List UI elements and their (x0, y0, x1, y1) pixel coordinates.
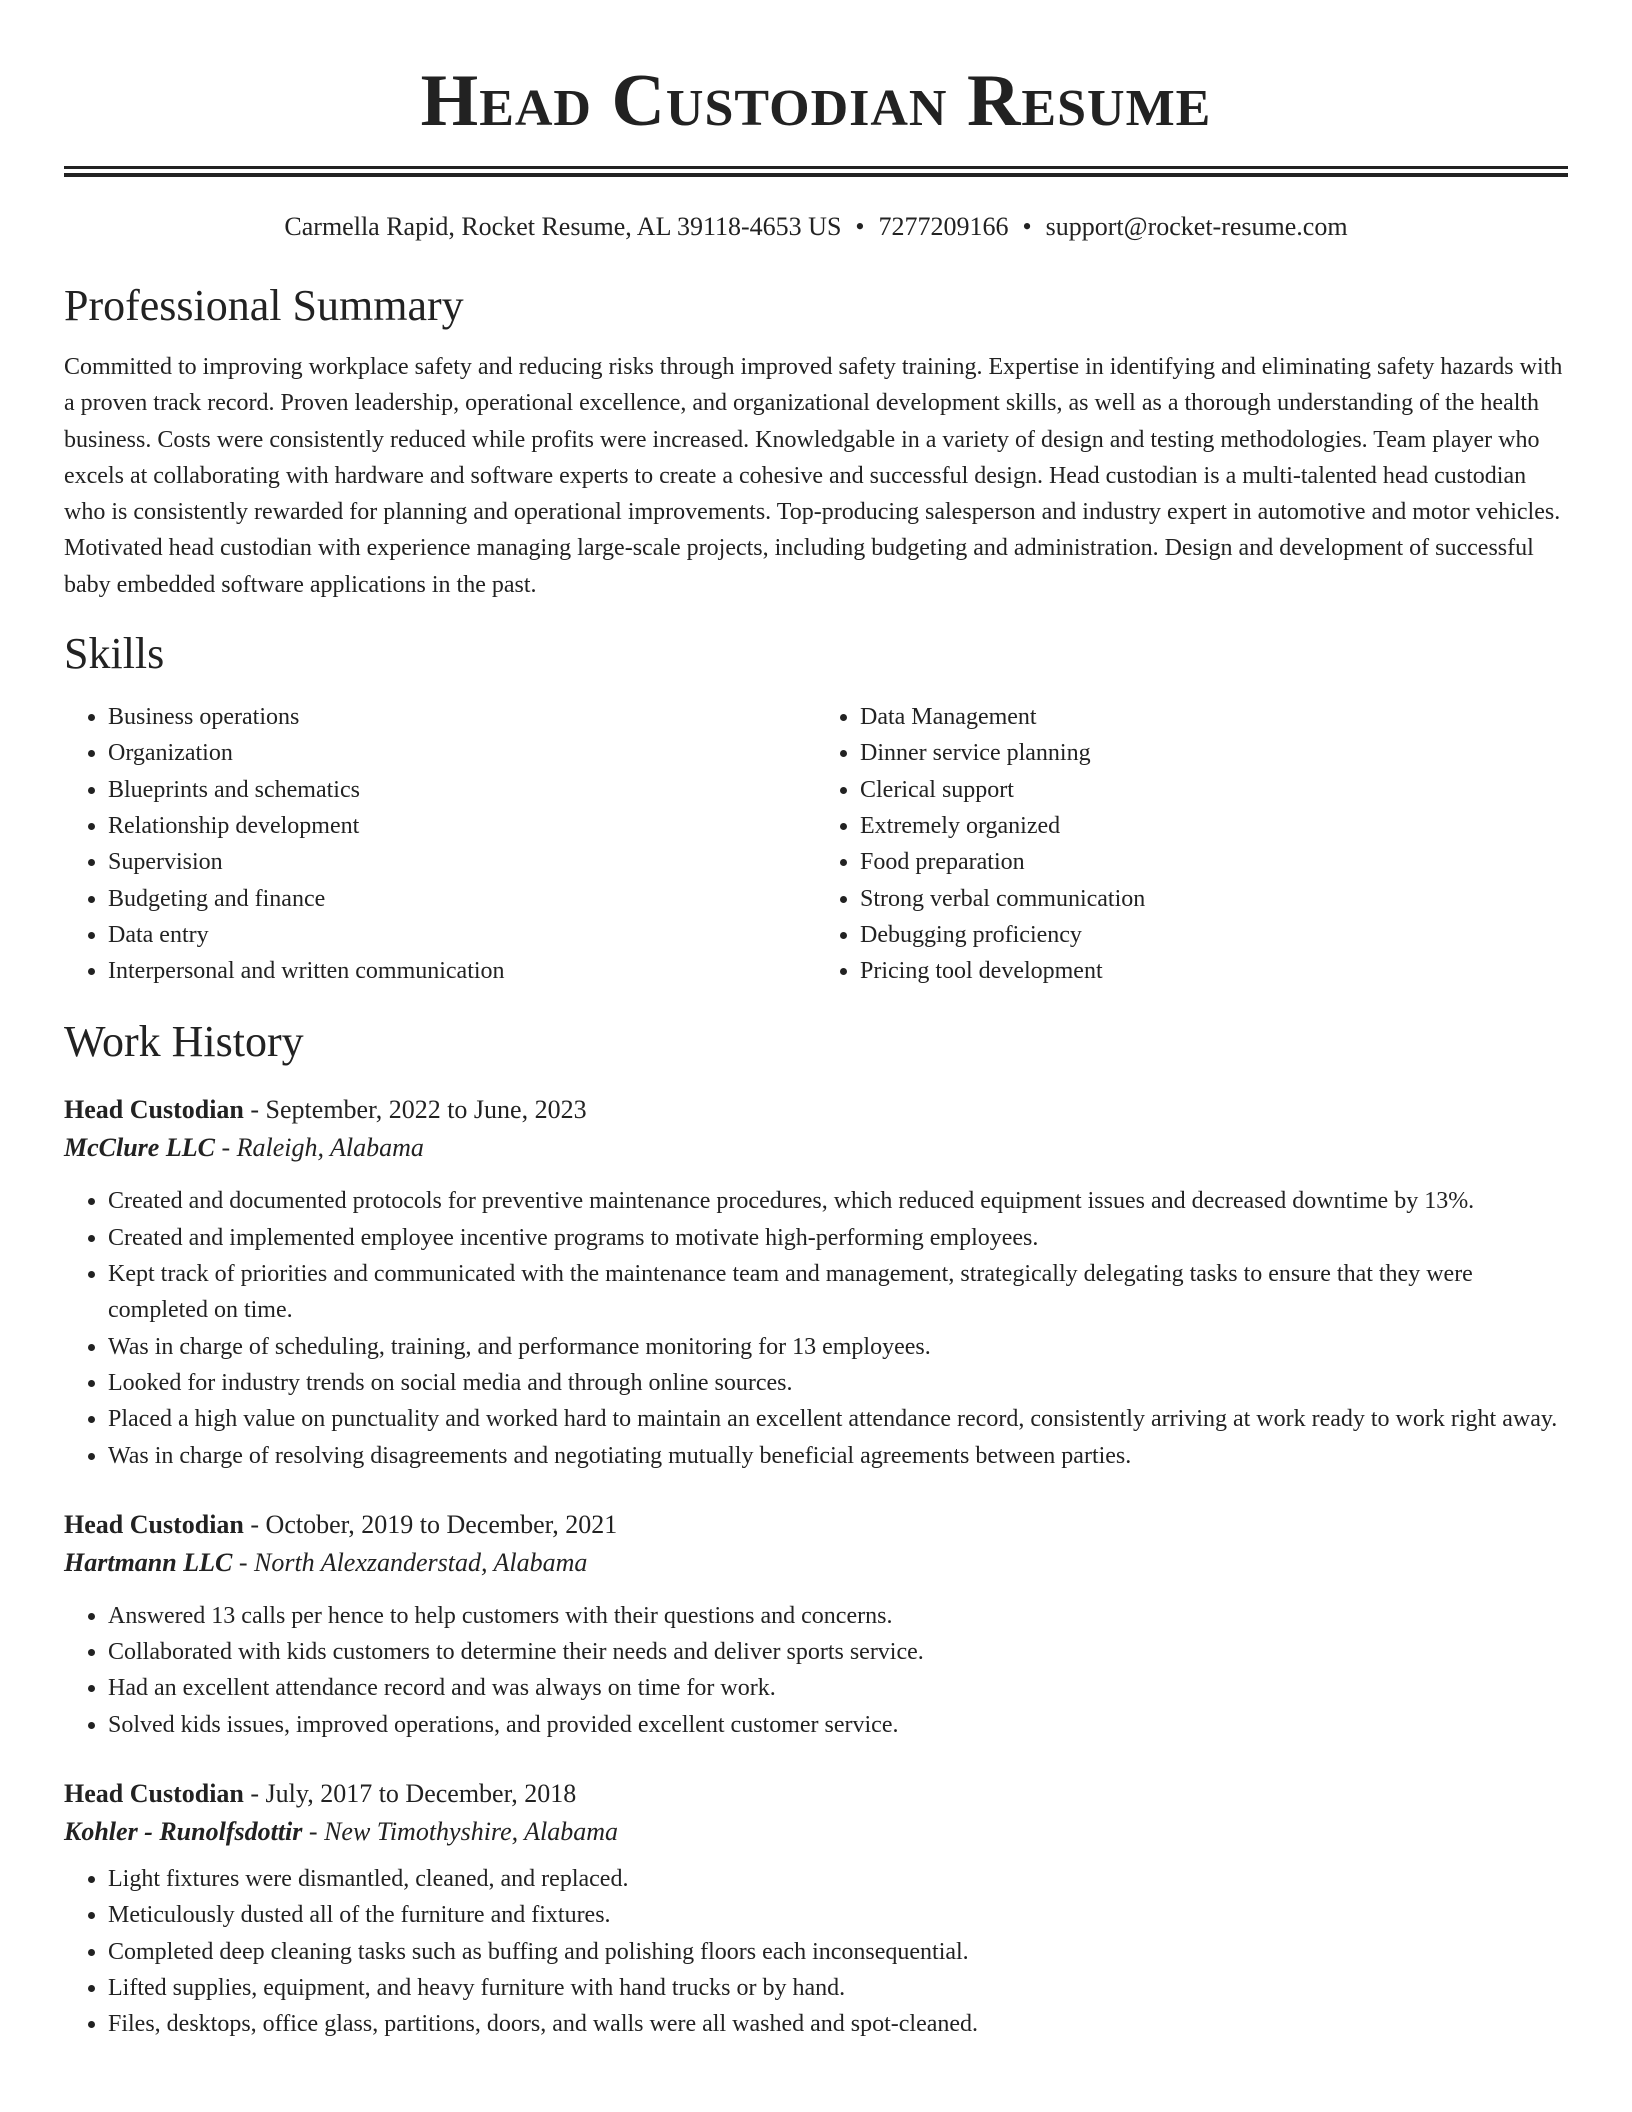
job-entry (64, 1506, 1568, 1743)
job-duty: • Solved kids issues, improved operations, and provided excellent customer service. (108, 1707, 1568, 1743)
job-company-line (64, 1813, 1568, 1851)
job-title-line (64, 1775, 1568, 1813)
title-divider-top (64, 166, 1568, 169)
resume-title: Head Custodian Resume (420, 60, 1212, 142)
job-company: Kohler - Runolfsdottir (64, 1817, 303, 1847)
skills-list-left (64, 699, 816, 989)
skill-item: • Data Management (860, 699, 1568, 735)
job-duty: • Completed deep cleaning tasks such as buffing and polishing floors each inconsequential. (108, 1934, 1568, 1970)
job-dates: - September, 2022 to June, 2023 (243, 1095, 587, 1125)
job-company: McClure LLC (64, 1133, 215, 1163)
job-title: Head Custodian (64, 1509, 244, 1539)
job-duty: • Created and documented protocols for preventive maintenance procedures, which reduced equipment issues and decreased downtime by 13%. (108, 1183, 1568, 1219)
job-title-line (64, 1091, 1568, 1129)
skill-item: • Budgeting and finance (108, 881, 816, 917)
contact-email: support@rocket-resume.com (1045, 212, 1348, 241)
job-location: - New Timothyshire, Alabama (302, 1817, 619, 1847)
job-dates: - July, 2017 to December, 2018 (243, 1779, 577, 1809)
job-company-line (64, 1544, 1568, 1582)
job-title: Head Custodian (64, 1779, 244, 1809)
skill-item: • Interpersonal and written communication (108, 953, 816, 989)
job-duty: • Was in charge of resolving disagreements and negotiating mutually beneficial agreements between parties. (108, 1438, 1568, 1474)
skill-item: • Organization (108, 735, 816, 771)
job-duty: • Placed a high value on punctuality and worked hard to maintain an excellent attendance record, consistently arriving at work ready to work right away. (108, 1401, 1568, 1437)
job-duty: • Looked for industry trends on social media and through online sources. (108, 1365, 1568, 1401)
job-duty: • Created and implemented employee incentive programs to motivate high-performing employees. (108, 1220, 1568, 1256)
job-duty: • Lifted supplies, equipment, and heavy furniture with hand trucks or by hand. (108, 1970, 1568, 2006)
skill-item: • Food preparation (860, 844, 1568, 880)
skill-item: • Data entry (108, 917, 816, 953)
work-history-heading: Work History (64, 1017, 304, 1067)
contact-separator: • (1022, 212, 1032, 241)
contact-line (64, 211, 1568, 243)
skill-item: • Business operations (108, 699, 816, 735)
job-company: Hartmann LLC (64, 1547, 233, 1577)
contact-phone: 7277209166 (878, 212, 1009, 241)
job-company-line (64, 1129, 1568, 1167)
skills-columns (64, 699, 1568, 989)
skill-item: • Dinner service planning (860, 735, 1568, 771)
job-entry (64, 1775, 1568, 2042)
skill-item: • Strong verbal communication (860, 881, 1568, 917)
contact-address: Carmella Rapid, Rocket Resume, AL 39118-4653 US (284, 212, 842, 241)
summary-heading: Professional Summary (64, 281, 464, 330)
job-duty: • Kept track of priorities and communicated with the maintenance team and management, strategically delegating tasks to ensure that they were completed on time. (108, 1256, 1568, 1329)
skill-item: • Pricing tool development (860, 953, 1568, 989)
skill-item: • Relationship development (108, 808, 816, 844)
job-duties-list (64, 1861, 1568, 2042)
title-divider-bottom (64, 173, 1568, 177)
job-location: - Raleigh, Alabama (214, 1133, 424, 1163)
summary-text: Committed to improving workplace safety and reducing risks through improved safety training. Expertise in identifying and eliminating safety hazards with a proven track record. Proven leadership, operational excellence, and organizational development skills, as well as a thorough understanding of the health business. Costs were consistently reduced while profits were increased. Knowledgable in a variety of design and testing methodologies. Team player who excels at collaborating with hardware and software experts to create a cohesive and successful design. Head custodian is a multi-talented head custodian who is consistently rewarded for planning and operational improvements. Top-producing salesperson and industry expert in automotive and motor vehicles. Motivated head custodian with experience managing large-scale projects, including budgeting and administration. Design and development of successful baby embedded software applications in the past. (64, 354, 1563, 598)
job-duty: • Answered 13 calls per hence to help customers with their questions and concerns. (108, 1598, 1568, 1634)
job-title-line (64, 1506, 1568, 1544)
skills-heading: Skills (64, 629, 165, 679)
job-duty: • Light fixtures were dismantled, cleaned, and replaced. (108, 1861, 1568, 1897)
job-duties-list (64, 1183, 1568, 1473)
contact-separator: • (855, 212, 865, 241)
skill-item: • Blueprints and schematics (108, 772, 816, 808)
job-duty: • Meticulously dusted all of the furniture and fixtures. (108, 1897, 1568, 1933)
skill-item: • Debugging proficiency (860, 917, 1568, 953)
job-dates: - October, 2019 to December, 2021 (243, 1509, 618, 1539)
job-duty: • Was in charge of scheduling, training, and performance monitoring for 13 employees. (108, 1329, 1568, 1365)
job-duty: • Collaborated with kids customers to determine their needs and deliver sports service. (108, 1634, 1568, 1670)
job-location: - North Alexzanderstad, Alabama (232, 1547, 588, 1577)
job-entry (64, 1091, 1568, 1473)
skill-item: • Clerical support (860, 772, 1568, 808)
job-title: Head Custodian (64, 1095, 244, 1125)
skill-item: • Supervision (108, 844, 816, 880)
job-duties-list (64, 1598, 1568, 1743)
job-duty: • Files, desktops, office glass, partitions, doors, and walls were all washed and spot-cleaned. (108, 2006, 1568, 2042)
skill-item: • Extremely organized (860, 808, 1568, 844)
job-duty: • Had an excellent attendance record and was always on time for work. (108, 1670, 1568, 1706)
skills-list-right (816, 699, 1568, 989)
